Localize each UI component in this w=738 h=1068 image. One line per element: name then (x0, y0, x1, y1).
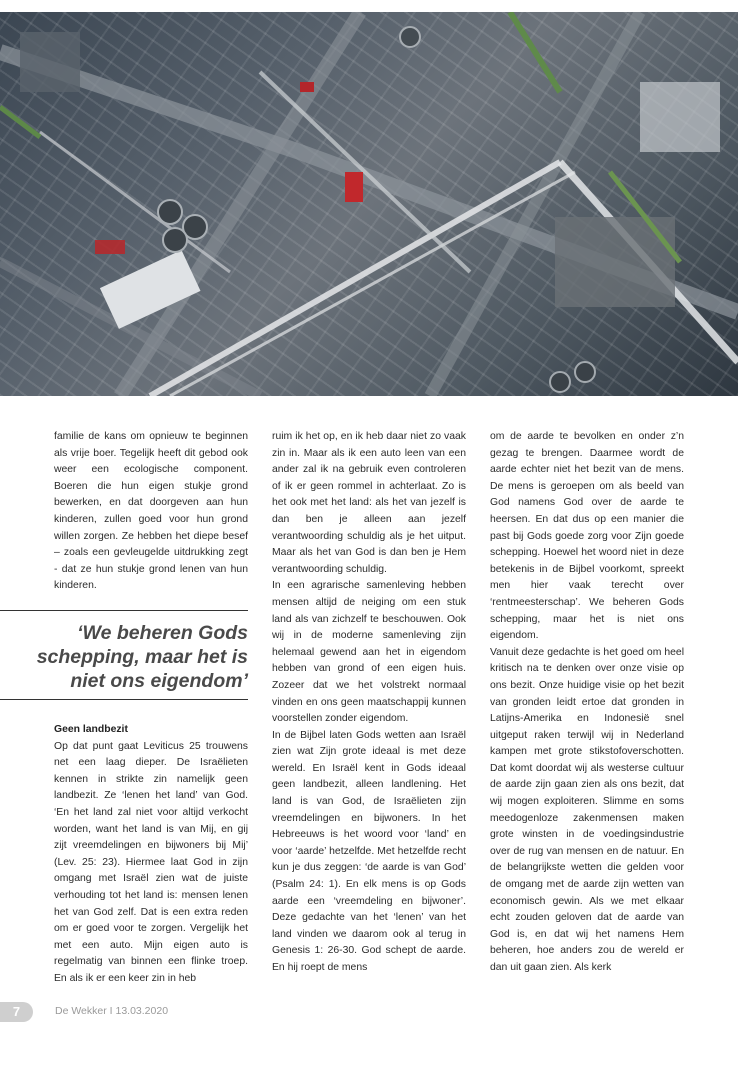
article-column-1-bottom (54, 722, 248, 988)
article-column-2 (272, 429, 466, 977)
paragraph: In een agrarische samenleving hebben mensen altijd de neiging om een stuk land als van zichzelf te beschouwen. Ook wij in de moderne samenleving zijn helemaal gewend aan het in eigendom hebben van grond of een eigen huis. Zozeer dat we het volstrekt normaal vinden en ons geen maatschappij kunnen voorstellen zonder eigendom. (272, 580, 466, 725)
paragraph: ruim ik het op, en ik heb daar niet zo vaak zin in. Maar als ik een auto leen van een ander zal ik na gebruik even controleren of ik er geen rommel in achterlaat. Zo is het ook met het land: als het van jezelf is dan ben je alleen aan jezelf verantwoording schuldig als je het uitput. Maar als het van God is dan ben je Hem verantwoording schuldig. (272, 431, 466, 575)
refinery-aerial-illustration (0, 12, 738, 396)
paragraph: Op dat punt gaat Leviticus 25 trouwens net een laag dieper. De Israëlieten kennen in strikte zin namelijk geen landbezit. Ze ‘lenen het land’ van God. ‘En het land zal niet voor altijd verkocht worden, want het land is van Mij, en gij zijt vreemdelingen en bijwoners bij Mij’ (Lev. 25: 23). Hiermee laat God in zijn omgang met Israël zien wat de juiste verhouding tot het land is: mensen lenen het van God zelf. Dat is een extra reden om er goed voor te zorgen. Vergelijk het met een auto. Mijn eigen auto is regelmatig van binnen een flinke troep. En als ik er een keer zin in heb (54, 740, 248, 984)
article-column-1-top (54, 429, 248, 595)
hero-photo (0, 12, 738, 396)
pull-quote (0, 610, 248, 700)
article-column-3 (490, 429, 684, 977)
paragraph: Vanuit deze gedachte is het goed om heel kritisch na te denken over onze visie op ons bezit. Onze huidige visie op het bezit van gronden leidt ertoe dat gronden in Latijns-Amerika en Indonesië snel uitgeput raken terwijl wij in Nederland kampen met grote stikstofoverschotten. Dat komt doordat wij als westerse cultuur de aarde zijn gaan zien als ons bezit, dat wij mogen exploiteren. Slimme en soms meedogenloze zakenmensen maken grote winsten in de voedingsindustrie over de rug van mensen en de natuur. En de belangrijkste wetten die gelden voor de omgang met de aarde zijn wetten van economisch gewin. Als we met elkaar echt zouden geloven dat de aarde van God is, en dat wij het namens Hem beheren, hoe anders zou de wereld er dan uit gaan zien. Als kerk (490, 646, 684, 973)
section-subheading: Geen landbezit (54, 724, 128, 735)
page-number-badge: 7 (0, 1002, 33, 1022)
publication-info: De Wekker I 13.03.2020 (55, 1005, 169, 1017)
paragraph: om de aarde te bevolken en onder z’n gezag te brengen. Daarmee wordt de aarde echter niet het bezit van de mens. De mens is geroepen om als beeld van God namens God over de aarde te heersen. En dat dus op een manier die past bij Gods goede zorg voor Zijn goede schepping. Hoewel het woord niet in deze betekenis in de Bijbel voorkomt, spreekt men hier vaak terecht over ‘rentmeesterschap’. We beheren Gods schepping, maar het is niet ons eigendom. (490, 431, 684, 642)
paragraph: familie de kans om opnieuw te beginnen als vrije boer. Tegelijk heeft dit gebod ook weer een ecologische component. Boeren die hun eigen stukje grond bewerken, en dat doorgeven aan hun kinderen, zullen goed voor hun grond willen zorgen. Ze hebben het diepe besef – zoals een gevleugelde uitdrukking zegt - dat ze hun stukje grond lenen van hun kinderen. (54, 431, 248, 592)
pull-quote-text: ‘We beheren Gods schepping, maar het is niet ons eigendom’ (36, 622, 248, 692)
paragraph: In de Bijbel laten Gods wetten aan Israël zien wat Zijn grote ideaal is met deze wereld. En Israël kent in Gods ideaal geen landbezit, alleen landlening. Het land is van God, de Israëlieten zijn vreemdelingen en bijwoners. In het Hebreeuws is het woord voor ‘land’ en voor ‘aarde’ hetzelfde. Met hetzelfde recht kun je dus zeggen: ‘de aarde is van God’ (Psalm 24: 1). En elk mens is op Gods aarde een ‘vreemdeling en bijwoner’. Deze gedachte van het ‘lenen’ van het land vinden we daarom ook al terug in Genesis 1: 26-30. God schept de aarde. En hij roept de mens (272, 729, 466, 973)
